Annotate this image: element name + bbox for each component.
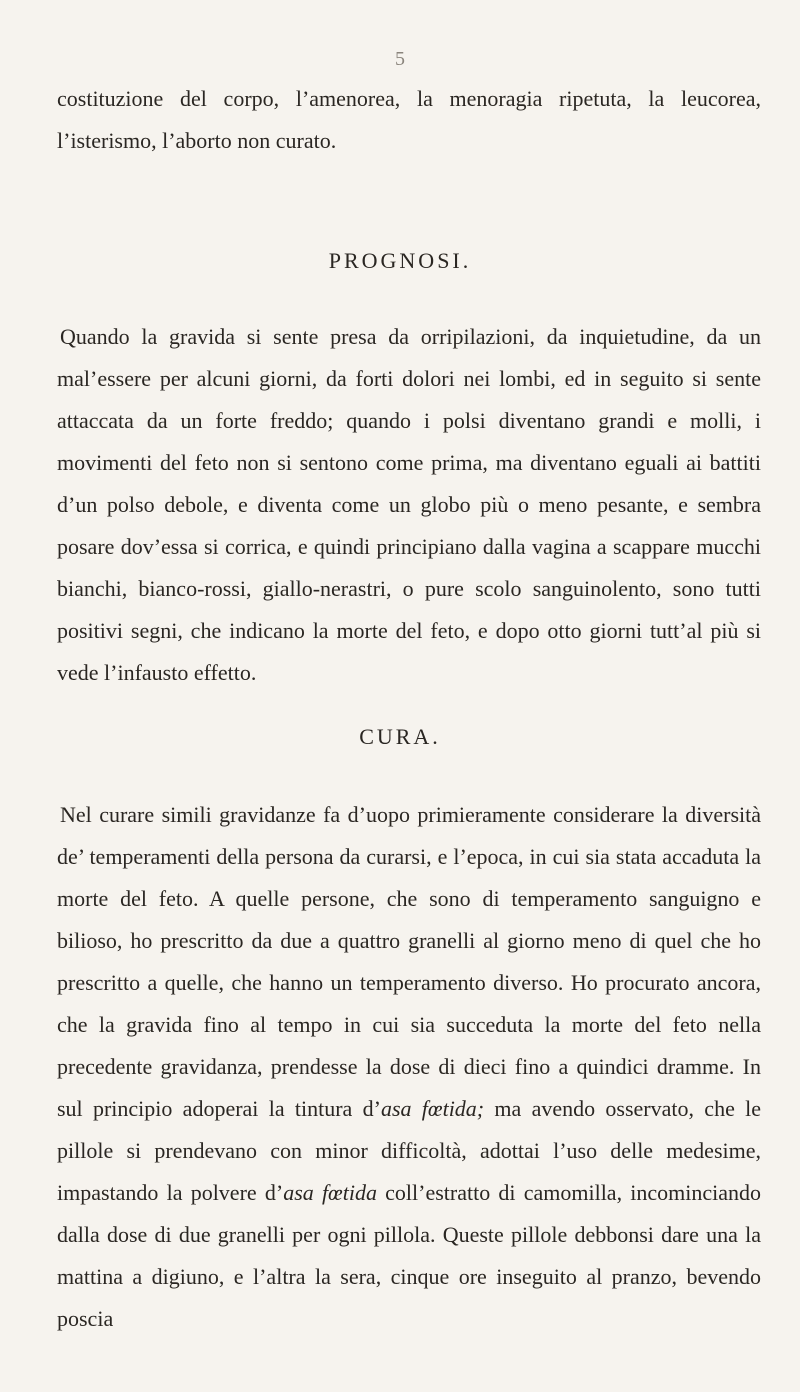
page-number: 5 <box>395 48 405 70</box>
cura-text <box>57 794 761 1340</box>
intro-text: costituzione del corpo, l’amenorea, la menoragia ripetuta, la leucorea, l’isterismo, l’aborto non curato. <box>57 86 761 153</box>
cura-paragraph <box>57 794 761 1340</box>
cura-text-part3: coll’estratto di camomilla, incominciando dalla dose di due granelli per ogni pillola. Queste pillole debbonsi dare una la mattina a digiuno, e l’altra la sera, cinque ore inseguito al pranzo, bevendo poscia <box>57 1180 761 1331</box>
prognosi-text: Quando la gravida si sente presa da orripilazioni, da inquietudine, da un mal’essere per alcuni giorni, da forti dolori nei lombi, ed in seguito si sente attaccata da un forte freddo; quando i polsi diventano grandi e molli, i movimenti del feto non si sentono come prima, ma diventano eguali ai battiti d’un polso debole, e diventa come un globo più o meno pesante, e sembra posare dov’essa si corrica, e quindi principiano dalla vagina a scappare mucchi bianchi, bianco-rossi, giallo-nerastri, o pure scolo sanguinolento, sono tutti positivi segni, che indicano la morte del feto, e dopo otto giorni tutt’al più si vede l’infausto effetto. <box>57 324 761 685</box>
prognosi-heading: PROGNOSI. <box>328 248 472 273</box>
cura-text-part2: ma avendo osservato, che le pillole si prendevano con minor difficoltà, adottai l’uso delle medesime, impastando la polvere d’ <box>57 1096 762 1205</box>
prognosi-paragraph <box>57 316 761 694</box>
cura-italic-asa-foetida-2: asa fœtida <box>283 1180 377 1205</box>
cura-heading: CURA. <box>359 724 441 749</box>
intro-paragraph <box>57 78 761 162</box>
cura-text-part1: Nel curare simili gravidanze fa d’uopo primieramente considerare la diversità de’ temperamenti della persona da curarsi, e l’epoca, in cui sia stata accaduta la morte del feto. A quelle persone, che sono di temperamento sanguigno e bilioso, ho prescritto da due a quattro granelli al giorno meno di quel che ho prescritto a quelle, che hanno un temperamento diverso. Ho procurato ancora, che la gravida fino al tempo in cui sia succeduta la morte del feto nella precedente gravidanza, prendesse la dose di dieci fino a quindici dramme. In sul principio adoperai la tintura d’ <box>57 802 761 1121</box>
cura-italic-asa-foetida-1: asa fœtida; <box>380 1096 485 1121</box>
